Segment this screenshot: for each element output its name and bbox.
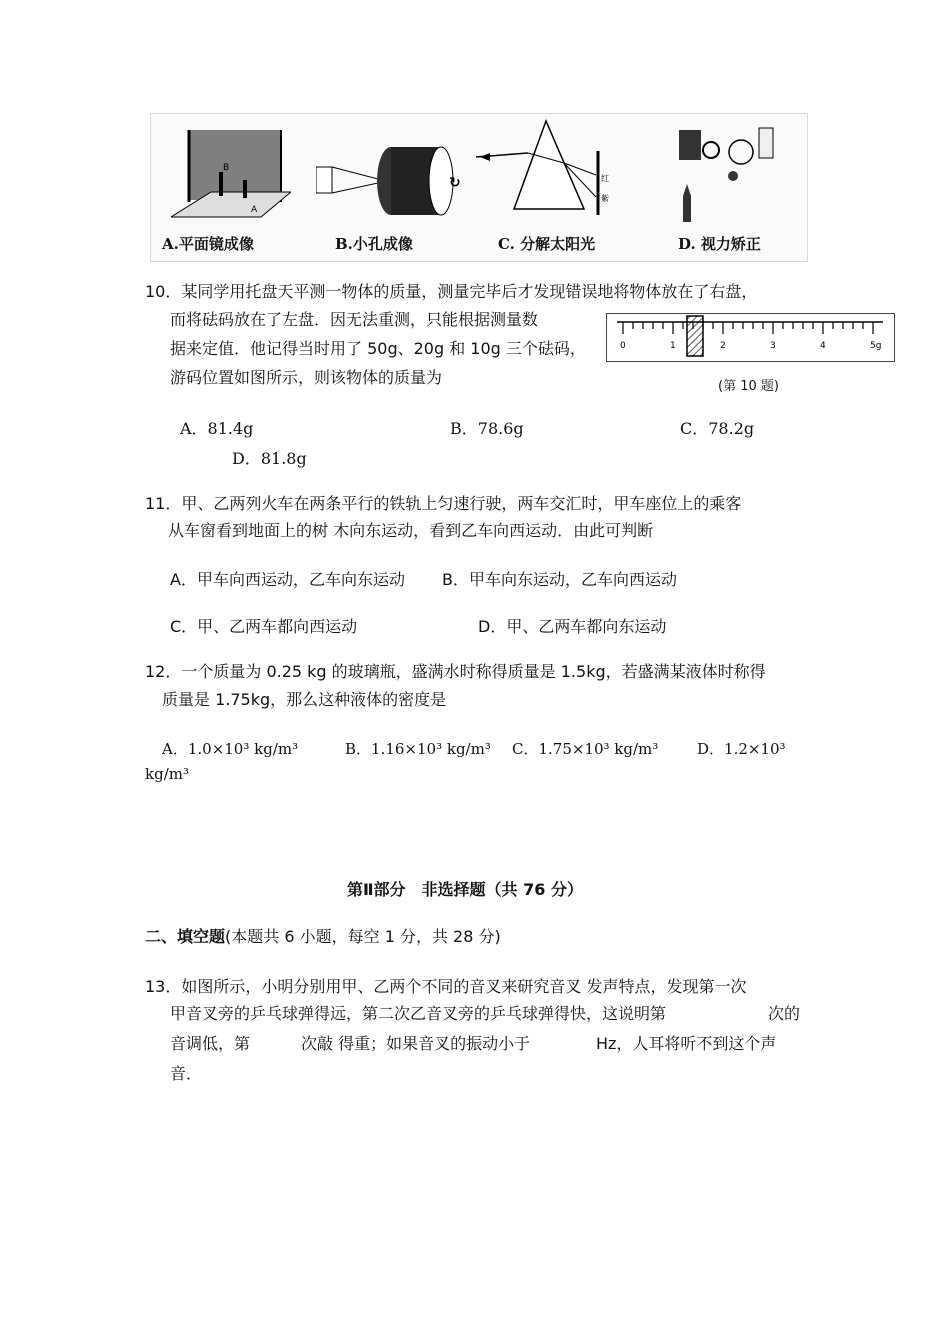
- prism-illustration: [476, 119, 616, 229]
- scale-tick-label: 2: [720, 341, 726, 351]
- q12-option-b: B．1.16×10³ kg/m³: [345, 740, 491, 758]
- plane-mirror-illustration: [171, 122, 291, 232]
- q10-line1: 10．某同学用托盘天平测一物体的质量，测量完毕后才发现错误地将物体放在了右盘，: [145, 282, 758, 301]
- q11-option-a: A．甲车向西运动，乙车向东运动: [170, 570, 405, 589]
- q11-option-d: D．甲、乙两车都向东运动: [478, 617, 667, 636]
- q10-option-b: B．78.6g: [450, 419, 524, 438]
- q12-line1: 12．一个质量为 0.25 kg 的玻璃瓶，盛满水时称得质量是 1.5kg，若盛满某液体时称得: [145, 662, 766, 681]
- part2-title: 第Ⅱ部分 非选择题（共 76 分）: [347, 880, 583, 899]
- q12-option-a: A．1.0×10³ kg/m³: [162, 740, 299, 758]
- q11-line2: 从车窗看到地面上的树 木向东运动，看到乙车向西运动．由此可判断: [168, 521, 654, 540]
- q10-option-c: C．78.2g: [680, 419, 755, 438]
- rider-scale-figure: [606, 313, 895, 362]
- q11-option-b: B．甲车向东运动，乙车向西运动: [442, 570, 677, 589]
- q13-line3b: 次敲 得重；如果音叉的振动小于: [301, 1034, 531, 1053]
- q12-option-d-unit: kg/m³: [145, 765, 189, 783]
- q10-line2: 而将砝码放在了左盘．因无法重测，只能根据测量数: [170, 310, 539, 329]
- rider: [687, 316, 703, 356]
- svg-text:↻: ↻: [449, 175, 461, 191]
- vision-correction-illustration: [671, 122, 781, 232]
- q12-option-c: C．1.75×10³ kg/m³: [512, 740, 659, 758]
- scale-tick-label: 5g: [870, 341, 882, 351]
- purple-label: 紫: [601, 194, 609, 203]
- section2-note: (本题共 6 小题，每空 1 分，共 28 分): [225, 927, 501, 946]
- caption-b: B.小孔成像: [335, 235, 413, 253]
- caption-d: D. 视力矫正: [678, 235, 761, 253]
- q12-option-d: D．1.2×10³: [697, 740, 786, 758]
- rider-scale-svg: [607, 314, 894, 361]
- section2-heading-row: [145, 927, 501, 947]
- scale-tick-label: 3: [770, 341, 776, 351]
- scale-tick-label: 4: [820, 341, 826, 351]
- q13-line3c: Hz，人耳将听不到这个声: [596, 1034, 777, 1053]
- section2-heading: 二、填空题: [145, 927, 226, 946]
- scale-tick-label: 1: [670, 341, 676, 351]
- q10-option-a: A．81.4g: [180, 419, 254, 438]
- q13-line4: 音．: [170, 1064, 203, 1083]
- q12-line2: 质量是 1.75kg，那么这种液体的密度是: [162, 690, 447, 709]
- q13-line2a: 甲音叉旁的乒乓球弹得远，第二次乙音叉旁的乒乓球弹得快，这说明第: [170, 1004, 667, 1023]
- scale-tick-label: 0: [620, 341, 626, 351]
- q13-line2b: 次的: [768, 1004, 801, 1023]
- red-label: 红: [601, 174, 609, 183]
- q10-line4: 游码位置如图所示，则该物体的质量为: [170, 368, 443, 387]
- mirror-label-a: A: [251, 205, 258, 215]
- q11-line1: 11．甲、乙两列火车在两条平行的铁轨上匀速行驶，两车交汇时，甲车座位上的乘客: [145, 494, 742, 513]
- caption-c: C. 分解太阳光: [498, 235, 596, 253]
- q13-line1: 13．如图所示，小明分别用甲、乙两个不同的音叉来研究音叉 发声特点，发现第一次: [145, 977, 747, 996]
- q10-option-d: D．81.8g: [232, 449, 307, 468]
- q10-line3: 据来定值．他记得当时用了 50g、20g 和 10g 三个砝码，: [170, 339, 586, 358]
- q13-line3a: 音调低，第: [170, 1034, 251, 1053]
- caption-a: A.平面镜成像: [162, 235, 254, 253]
- mirror-label-b: B: [223, 163, 230, 173]
- q11-option-c: C．甲、乙两车都向西运动: [170, 617, 358, 636]
- q10-figure-caption: (第 10 题): [718, 379, 779, 394]
- pinhole-camera-illustration: [316, 139, 466, 219]
